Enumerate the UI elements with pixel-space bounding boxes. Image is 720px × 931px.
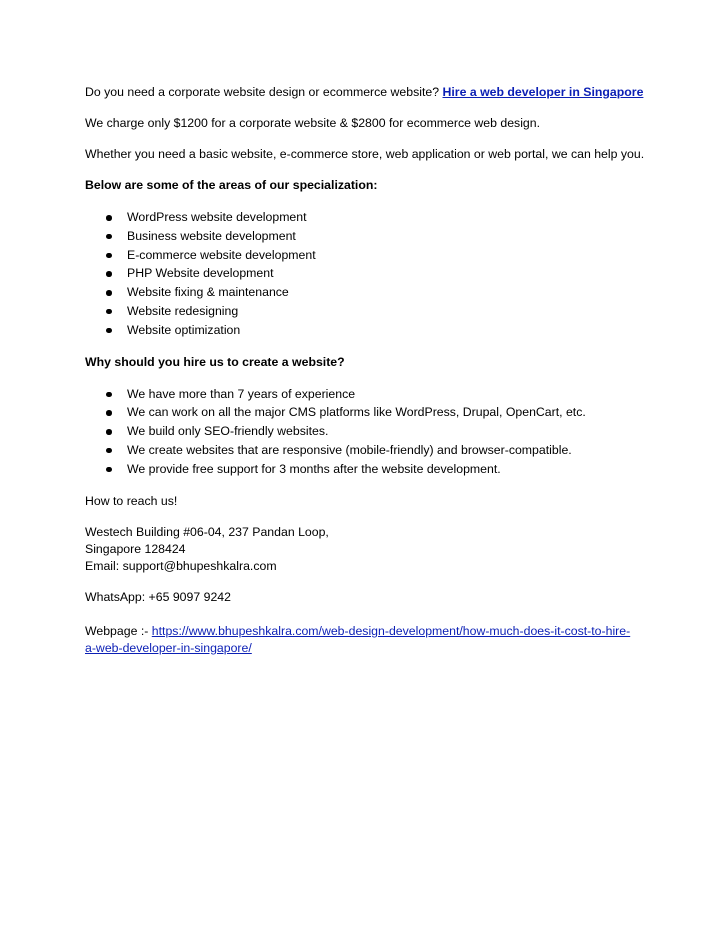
- list-item-text: Business website development: [127, 228, 296, 243]
- list-item: [85, 264, 640, 283]
- why-heading: Why should you hire us to create a website?: [85, 354, 345, 369]
- why-list: [85, 385, 640, 479]
- list-item: [85, 246, 640, 265]
- pricing-paragraph: We charge only $1200 for a corporate website & $2800 for ecommerce web design.: [85, 116, 541, 130]
- list-item-text: Website fixing & maintenance: [127, 285, 289, 300]
- list-item: [85, 208, 640, 227]
- webpage-label: Webpage :-: [85, 623, 149, 638]
- list-item-text: We can work on all the major CMS platforms like WordPress, Drupal, OpenCart, etc.: [127, 405, 586, 420]
- list-item-text: We create websites that are responsive (mobile-friendly) and browser-compatible.: [127, 442, 572, 457]
- list-item-text: E-commerce website development: [127, 247, 316, 262]
- specialization-list: [85, 208, 640, 340]
- list-item-text: Website redesigning: [127, 303, 239, 318]
- address-line-2: Singapore 128424: [85, 541, 186, 556]
- bullet-icon: [106, 215, 112, 221]
- list-item: [85, 227, 640, 246]
- webpage-line-2: [85, 640, 640, 657]
- email-line: Email: support@bhupeshkalra.com: [85, 558, 277, 573]
- intro-text: Do you need a corporate website design or ecommerce website?: [85, 85, 440, 99]
- list-item: [85, 302, 640, 321]
- document-page: [85, 84, 645, 657]
- list-item-text: We have more than 7 years of experience: [127, 386, 356, 401]
- intro-paragraph: [85, 84, 644, 101]
- list-item: [85, 321, 640, 340]
- whatsapp-line: WhatsApp: +65 9097 9242: [85, 589, 231, 604]
- list-item-text: PHP Website development: [127, 266, 274, 281]
- list-item: [85, 460, 640, 479]
- specialization-heading: Below are some of the areas of our specialization:: [85, 178, 378, 192]
- list-item: [85, 385, 640, 404]
- list-item: [85, 403, 640, 422]
- bullet-icon: [106, 328, 112, 334]
- list-item-text: We build only SEO-friendly websites.: [127, 424, 329, 439]
- hire-developer-link[interactable]: Hire a web developer in Singapore: [442, 85, 644, 99]
- bullet-icon: [106, 448, 112, 454]
- webpage-line: [85, 623, 640, 640]
- bullet-icon: [106, 234, 112, 240]
- list-item-text: WordPress website development: [127, 210, 307, 224]
- bullet-icon: [106, 467, 112, 473]
- bullet-icon: [106, 253, 112, 259]
- list-item: [85, 441, 640, 460]
- bullet-icon: [106, 309, 112, 315]
- bullet-icon: [106, 392, 112, 398]
- bullet-icon: [106, 429, 112, 435]
- bullet-icon: [106, 290, 112, 296]
- bullet-icon: [106, 271, 112, 277]
- address-line-1: Westech Building #06-04, 237 Pandan Loop,: [85, 524, 329, 539]
- help-paragraph: Whether you need a basic website, e-commerce store, web application or web portal, we can help you.: [85, 147, 645, 161]
- list-item-text: We provide free support for 3 months after the website development.: [127, 461, 501, 476]
- webpage-url-link[interactable]: https://www.bhupeshkalra.com/web-design-development/how-much-does-it-cost-to-hire-: [151, 623, 631, 638]
- contact-heading: How to reach us!: [85, 493, 178, 508]
- list-item: [85, 283, 640, 302]
- list-item-text: Website optimization: [127, 322, 241, 337]
- list-item: [85, 422, 640, 441]
- bullet-icon: [106, 410, 112, 416]
- webpage-url-link-continued[interactable]: a-web-developer-in-singapore/: [85, 640, 252, 655]
